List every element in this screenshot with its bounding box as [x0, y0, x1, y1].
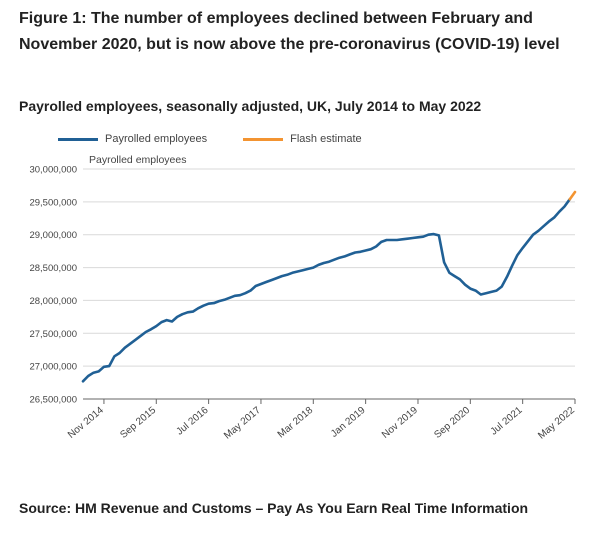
y-tick-label: 26,500,000: [29, 394, 77, 406]
legend-label-payrolled: Payrolled employees: [105, 133, 208, 145]
series-line-flash: [570, 192, 575, 199]
x-tick-label: Jul 2021: [488, 404, 525, 438]
y-tick-label: 29,500,000: [29, 197, 77, 209]
x-tick-label: Jan 2019: [328, 404, 368, 440]
legend-label-flash: Flash estimate: [290, 133, 362, 145]
y-tick-label: 28,500,000: [29, 263, 77, 275]
x-tick-label: Nov 2019: [380, 404, 420, 441]
series-line-payrolled: [83, 199, 570, 381]
source-note: Source: HM Revenue and Customs – Pay As You Earn Real Time Information: [19, 500, 529, 516]
figure-subtitle: Payrolled employees, seasonally adjusted, UK, July 2014 to May 2022: [19, 98, 482, 114]
y-tick-label: 29,000,000: [29, 230, 77, 242]
x-tick-label: Nov 2014: [65, 404, 106, 441]
y-tick-label: 28,000,000: [29, 295, 77, 307]
x-tick-label: Sep 2020: [432, 404, 473, 441]
x-tick-label: May 2017: [222, 404, 263, 442]
legend-swatch-payrolled: [58, 138, 98, 141]
y-axis-label: Payrolled employees: [89, 154, 187, 166]
legend-item-flash: [243, 133, 362, 145]
x-tick-label: Sep 2015: [118, 404, 159, 441]
x-tick-label: Jul 2016: [174, 404, 211, 438]
chart-legend: [58, 133, 398, 145]
x-tick-label: May 2022: [536, 404, 577, 442]
y-tick-label: 27,000,000: [29, 361, 77, 373]
y-tick-label: 27,500,000: [29, 328, 77, 340]
legend-swatch-flash: [243, 138, 283, 141]
legend-item-payrolled: [58, 133, 207, 145]
x-tick-label: Mar 2018: [275, 404, 316, 441]
employees-line-chart: [0, 150, 600, 450]
figure-title: Figure 1: The number of employees declined between February and November 2020, but is now above the pre-coronavirus (COVID-19) level: [19, 10, 560, 53]
y-tick-label: 30,000,000: [29, 164, 77, 176]
